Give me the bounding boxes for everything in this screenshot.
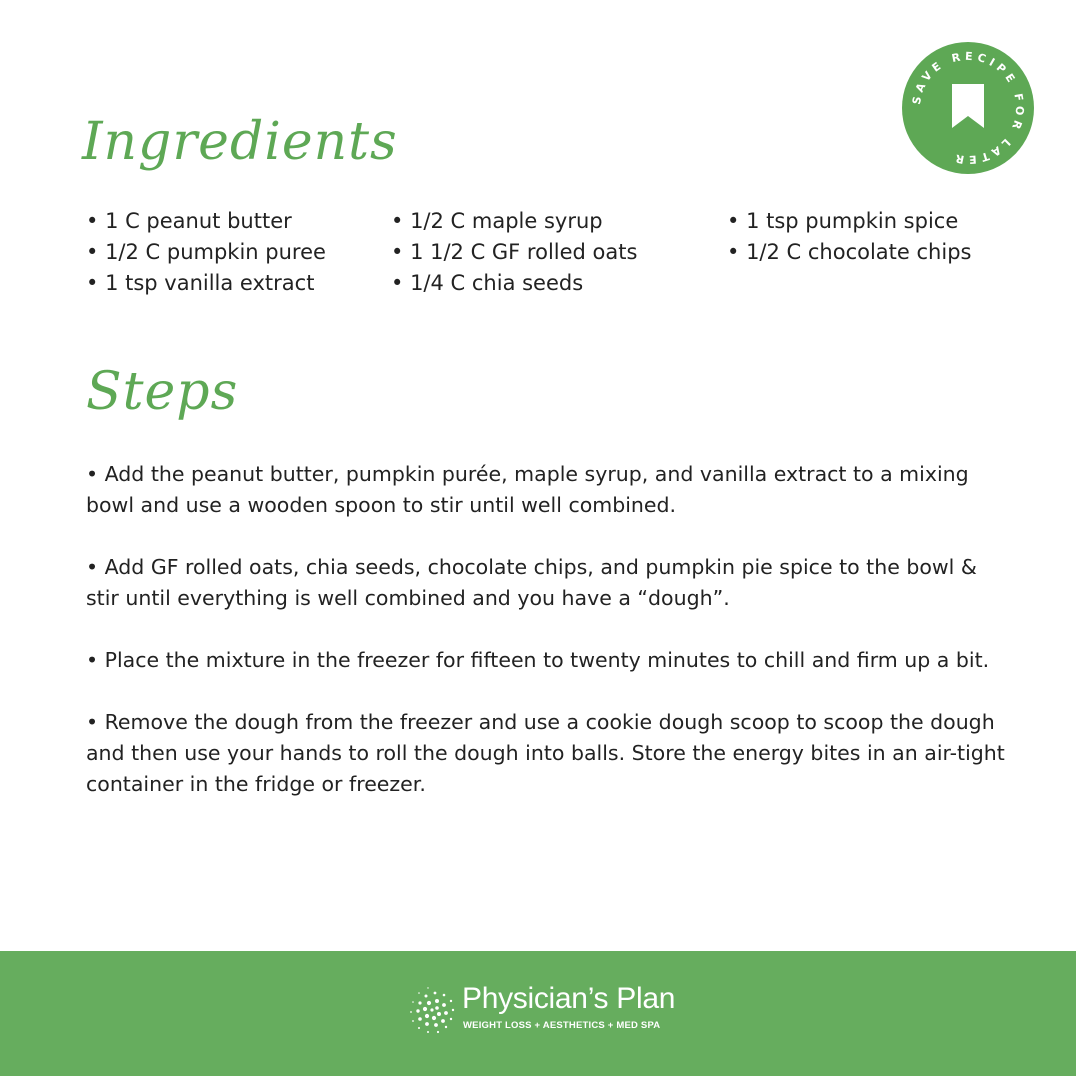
- steps-list: [86, 459, 1016, 831]
- step-item: • Add the peanut butter, pumpkin purée, maple syrup, and vanilla extract to a mixing bowl and use a wooden spoon to stir until well combined.: [86, 459, 1016, 521]
- steps-heading: Steps: [86, 362, 239, 422]
- save-recipe-badge[interactable]: [902, 42, 1034, 174]
- ingredients-heading: Ingredients: [82, 112, 398, 172]
- step-item: • Place the mixture in the freezer for fifteen to twenty minutes to chill and firm up a bit.: [86, 645, 1016, 676]
- brand-tagline: WEIGHT LOSS + AESTHETICS + MED SPA: [463, 1020, 661, 1031]
- ingredient-item: • 1 tsp vanilla extract: [86, 268, 326, 299]
- spiral-dots-icon: [408, 984, 456, 1036]
- ingredient-item: • 1/2 C pumpkin puree: [86, 237, 326, 268]
- ingredient-item: • 1 1/2 C GF rolled oats: [391, 237, 637, 268]
- ingredient-item: • 1 C peanut butter: [86, 206, 326, 237]
- step-item: • Remove the dough from the freezer and use a cookie dough scoop to scoop the dough and then use your hands to roll the dough into balls. Store the energy bites in an air-tight container in the fridge or freezer.: [86, 707, 1016, 800]
- step-item: • Add GF rolled oats, chia seeds, chocolate chips, and pumpkin pie spice to the bowl & stir until everything is well combined and you have a “dough”.: [86, 552, 1016, 614]
- ingredient-item: • 1/2 C chocolate chips: [727, 237, 971, 268]
- badge-text: SAVE RECIPE FOR LATER: [909, 49, 1027, 167]
- ingredient-item: • 1/4 C chia seeds: [391, 268, 637, 299]
- ingredients-column-3: [727, 206, 971, 268]
- ingredient-item: • 1/2 C maple syrup: [391, 206, 637, 237]
- ingredients-column-1: [86, 206, 326, 299]
- brand-name: Physician’s Plan: [462, 982, 676, 1015]
- ingredients-column-2: [391, 206, 637, 299]
- ingredient-item: • 1 tsp pumpkin spice: [727, 206, 971, 237]
